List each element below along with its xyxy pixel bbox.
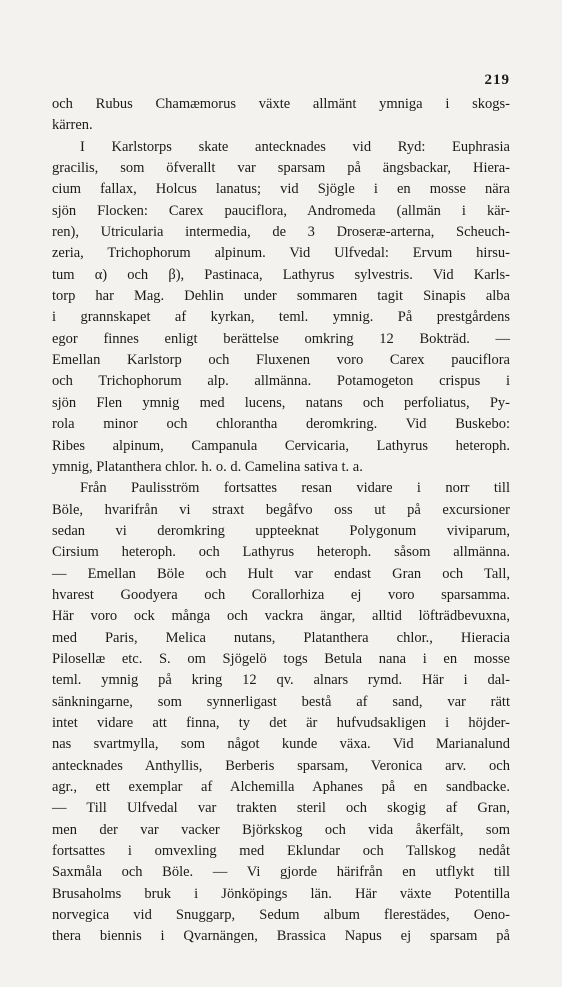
text-line: teml. ymnig på kring 12 qv. alnars rymd. Här i dal-	[52, 672, 510, 689]
text-line: I Karlstorps skate antecknades vid Ryd: Euphrasia	[80, 138, 510, 155]
text-line: rola minor och chlorantha deromkring. Vid Buskebo:	[52, 416, 510, 433]
text-line: tum α) och β), Pastinaca, Lathyrus sylvestris. Vid Karls-	[52, 266, 510, 283]
text-line: gracilis, som öfverallt var sparsam på ängsbackar, Hiera-	[52, 160, 510, 177]
text-line: agr., ett exemplar af Alchemilla Aphanes på en sandbacke.	[52, 779, 510, 795]
text-line: cium fallax, Holcus lanatus; vid Sjögle i en mosse nära	[52, 181, 510, 198]
text-line: nas svartmylla, som något kunde växa. Vid Marianalund	[52, 736, 510, 753]
text-line: sedan vi deromkring uppteeknat Polygonum viviparum,	[52, 522, 510, 539]
text-line: zeria, Trichophorum alpinum. Vid Ulfvedal: Ervum hirsu-	[52, 245, 510, 262]
page-number: 219	[484, 72, 510, 88]
text-line: — Emellan Böle och Hult var endast Gran och Tall,	[52, 565, 510, 582]
text-line: sänkningarne, som synnerligast bestå af sand, var rätt	[52, 693, 510, 710]
text-line: Brusaholms bruk i Jönköpings län. Här växte Potentilla	[52, 885, 510, 902]
text-line: sjön Flocken: Carex pauciflora, Andromeda (allmän i kär-	[52, 202, 510, 219]
text-line: Här voro ock många och vackra ängar, alltid löfträdbevuxna,	[52, 608, 510, 625]
text-line: sjön Flen ymnig med lucens, natans och perfoliatus, Py-	[52, 394, 510, 411]
text-line: ymnig, Platanthera chlor. h. o. d. Camelina sativa t. a.	[52, 458, 363, 475]
text-line: och Trichophorum alp. allmänna. Potamogeton crispus i	[52, 373, 510, 390]
body-text	[52, 94, 510, 948]
text-line: norvegica vid Snuggarp, Sedum album flerestädes, Oeno-	[52, 907, 510, 924]
text-line: antecknades Anthyllis, Berberis sparsam, Veronica arv. och	[52, 757, 510, 774]
text-line: kärren.	[52, 117, 93, 134]
text-line: med Paris, Melica nutans, Platanthera chlor., Hieracia	[52, 629, 510, 646]
text-line: ren), Utricularia intermedia, de 3 Droseræ-arterna, Scheuch-	[52, 224, 510, 241]
text-line: Böle, hvarifrån vi straxt begåfvo oss ut på excursioner	[52, 501, 510, 518]
text-line: intet vidare att finna, ty det är hufvudsakligen i höjder-	[52, 714, 510, 731]
text-line: Från Paulisström fortsattes resan vidare i norr till	[80, 480, 510, 497]
text-line: Pilosellæ etc. S. om Sjögelö togs Betula nana i en mosse	[52, 650, 510, 667]
text-line: hvarest Goodyera och Corallorhiza ej voro sparsamma.	[52, 586, 510, 603]
text-line: Ribes alpinum, Campanula Cervicaria, Lathyrus heteroph.	[52, 437, 510, 454]
text-line: men der var vacker Björkskog och vida åkerfält, som	[52, 821, 510, 838]
text-line: i grannskapet af kyrkan, teml. ymnig. På prestgårdens	[52, 309, 510, 326]
text-line: thera biennis i Qvarnängen, Brassica Napus ej sparsam på	[52, 928, 510, 945]
text-line: Cirsium heteroph. och Lathyrus heteroph. såsom allmänna.	[52, 544, 510, 561]
text-line: fortsattes i omvexling med Eklundar och Tallskog nedåt	[52, 843, 510, 860]
text-line: torp har Mag. Dehlin under sommaren tagit Sinapis alba	[52, 288, 510, 305]
text-line: Emellan Karlstorp och Fluxenen voro Carex pauciflora	[52, 352, 510, 369]
text-line: Saxmåla och Böle. — Vi gjorde härifrån en utflykt till	[52, 864, 510, 881]
text-line: egor finnes enligt berättelse omkring 12 Bokträd. —	[52, 330, 510, 347]
text-line: och Rubus Chamæmorus växte allmänt ymniga i skogs-	[52, 96, 510, 112]
text-line: — Till Ulfvedal var trakten steril och skogig af Gran,	[52, 800, 510, 817]
